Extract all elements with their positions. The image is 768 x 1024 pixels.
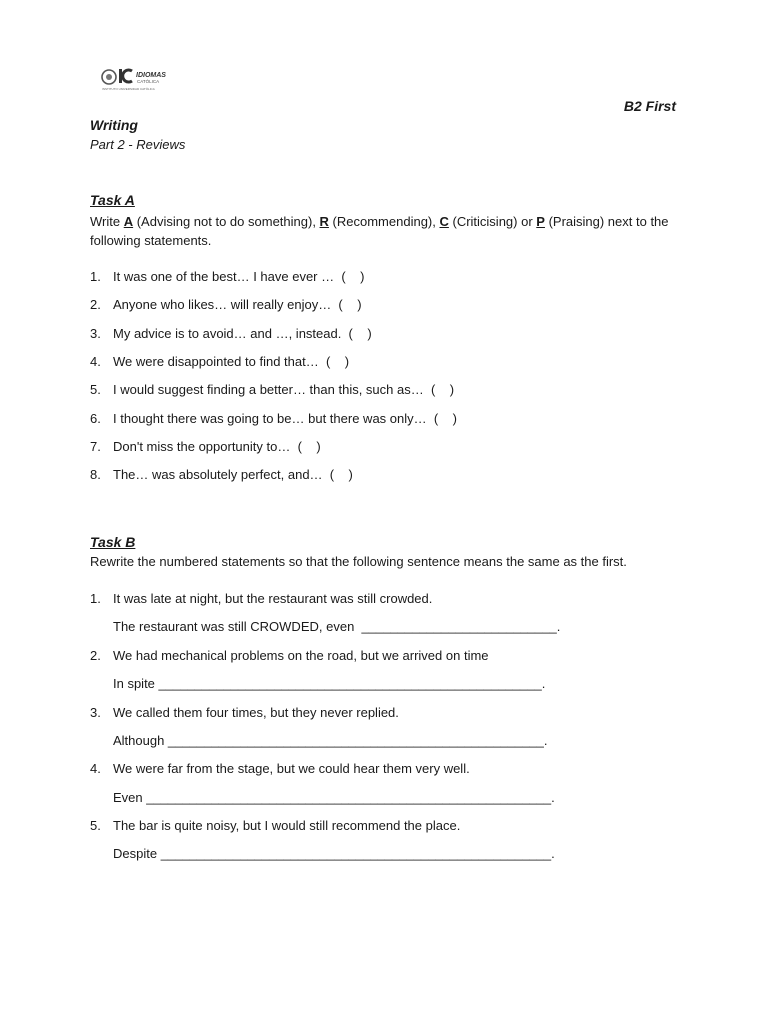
task-a-instruction: Write A (Advising not to do something), R (Recommending), C (Criticising) or P (Praising) next to the following statements. bbox=[90, 214, 669, 248]
code-r: R bbox=[319, 214, 329, 229]
task-b-instruction: Rewrite the numbered statements so that the following sentence means the same as the first. bbox=[90, 554, 627, 569]
part-subtitle: Part 2 - Reviews bbox=[90, 137, 186, 152]
task-b-answer-line: Despite ______________________________________________________. bbox=[113, 846, 555, 861]
svg-text:INSTITUTO UNIVERSIDAD CATÓLICA: INSTITUTO UNIVERSIDAD CATÓLICA bbox=[102, 87, 155, 91]
task-a-item: 1. It was one of the best… I have ever … ( ) bbox=[90, 269, 365, 284]
code-c: C bbox=[439, 214, 449, 229]
code-p: P bbox=[536, 214, 545, 229]
idiomas-catolica-logo bbox=[100, 66, 182, 92]
task-a-item: 2. Anyone who likes… will really enjoy… ( ) bbox=[90, 297, 362, 312]
task-b-answer-line: Although ____________________________________________________. bbox=[113, 733, 548, 748]
task-a-item: 7. Don't miss the opportunity to… ( ) bbox=[90, 439, 321, 454]
level-label: B2 First bbox=[623, 98, 676, 114]
task-b-item: 2. We had mechanical problems on the road, but we arrived on time bbox=[90, 648, 489, 663]
svg-text:CATÓLICA: CATÓLICA bbox=[137, 79, 160, 84]
task-b-answer-line: The restaurant was still CROWDED, even ___________________________. bbox=[113, 619, 561, 634]
task-b-item: 4. We were far from the stage, but we could hear them very well. bbox=[90, 761, 470, 776]
task-b-answer-line: In spite _____________________________________________________. bbox=[113, 676, 546, 691]
task-b-answer-line: Even ________________________________________________________. bbox=[113, 790, 555, 805]
task-b-title: Task B bbox=[90, 534, 136, 550]
task-a-title: Task A bbox=[90, 192, 135, 208]
task-a-item: 3. My advice is to avoid… and …, instead. ( ) bbox=[90, 326, 372, 341]
task-a-item: 5. I would suggest finding a better… than this, such as… ( ) bbox=[90, 382, 455, 397]
task-a-item: 6. I thought there was going to be… but there was only… ( ) bbox=[90, 411, 457, 426]
code-a: A bbox=[123, 214, 134, 229]
svg-text:IDIOMAS: IDIOMAS bbox=[136, 72, 166, 79]
task-b-item: 3. We called them four times, but they never replied. bbox=[90, 705, 399, 720]
task-a-item: 8. The… was absolutely perfect, and… ( ) bbox=[90, 467, 353, 482]
task-b-item: 1. It was late at night, but the restaurant was still crowded. bbox=[90, 591, 433, 606]
task-b-item: 5. The bar is quite noisy, but I would still recommend the place. bbox=[90, 818, 461, 833]
task-a-item: 4. We were disappointed to find that… ( ) bbox=[90, 354, 350, 369]
section-heading: Writing bbox=[90, 117, 138, 133]
